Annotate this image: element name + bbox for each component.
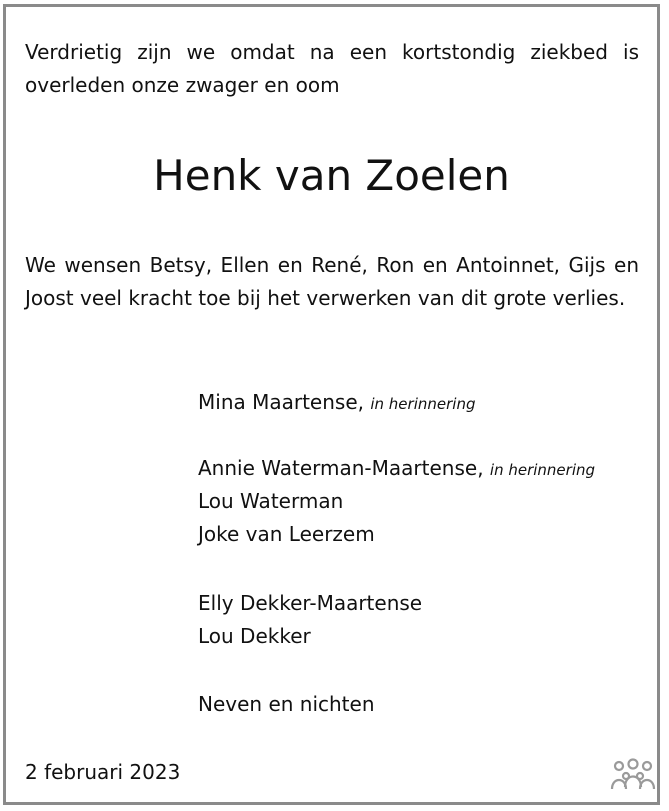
people-group-icon [609, 755, 657, 795]
signer-3 [198, 485, 343, 518]
signer-name: Annie Waterman-Maartense, [198, 456, 484, 480]
signer-name: Elly Dekker-Maartense [198, 591, 423, 615]
signer-name: Lou Dekker [198, 624, 311, 648]
signer-1 [198, 386, 475, 421]
deceased-name: Henk van Zoelen [153, 151, 510, 200]
signer-2 [198, 452, 595, 487]
signer-name: Joke van Leerzem [198, 522, 375, 546]
signer-6 [198, 620, 311, 653]
signer-note: in herinnering [370, 395, 476, 413]
signer-note: in herinnering [489, 461, 596, 479]
signer-name: Mina Maartense, [198, 390, 364, 414]
signer-7 [198, 688, 375, 721]
signer-name: Lou Waterman [198, 489, 344, 513]
wishes-text: We wensen Betsy, Ellen en René, Ron en Antoinnet, Gijs en Joost veel kracht toe bij het verwerken van dit grote verlies. [25, 253, 639, 310]
notice-date: 2 februari 2023 [25, 760, 181, 784]
signer-4 [198, 518, 375, 551]
signer-5 [198, 587, 422, 620]
signer-name: Neven en nichten [198, 692, 375, 716]
intro-text: Verdrietig zijn we omdat na een kortstondig ziekbed is overleden onze zwager en oom [25, 40, 639, 97]
